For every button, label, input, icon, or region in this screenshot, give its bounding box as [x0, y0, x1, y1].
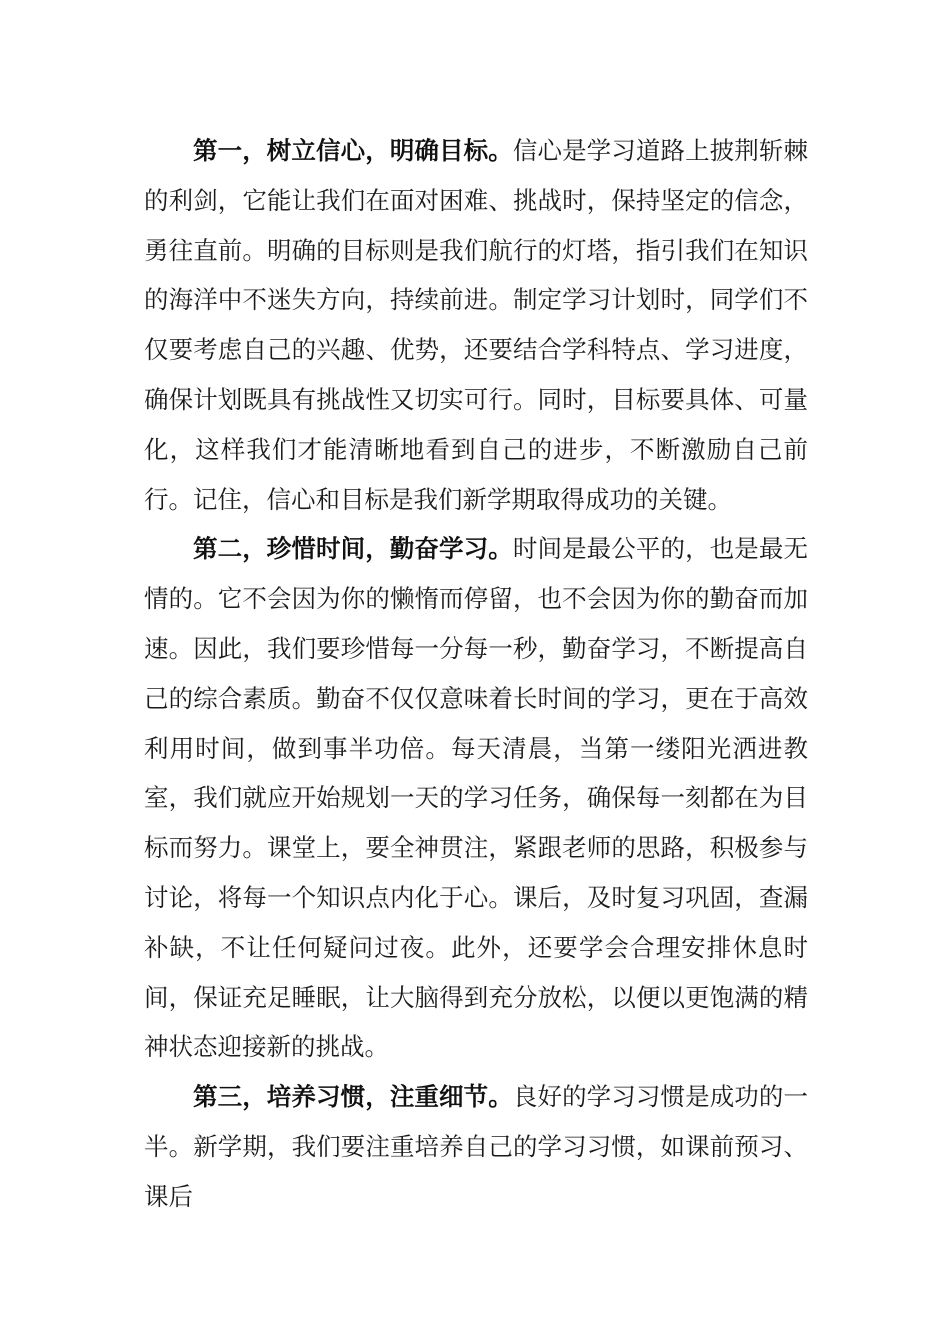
paragraph-habits-details — [144, 1072, 808, 1221]
paragraph-cherish-time — [144, 524, 808, 1072]
document-body — [144, 126, 808, 1222]
paragraph-lead: 第二，珍惜时间，勤奋学习。 — [193, 534, 513, 564]
paragraph-text: 时间是最公平的，也是最无情的。它不会因为你的懒惰而停留，也不会因为你的勤奋而加速。因此，我们要珍惜每一分每一秒，勤奋学习，不断提高自己的综合素质。勤奋不仅仅意味着长时间的学习，更在于高效利用时间，做到事半功倍。每天清晨，当第一缕阳光洒进教室，我们就应开始规划一天的学习任务，确保每一刻都在为目标而努力。课堂上，要全神贯注，紧跟老师的思路，积极参与讨论，将每一个知识点内化于心。课后，及时复习巩固，查漏补缺，不让任何疑问过夜。此外，还要学会合理安排休息时间，保证充足睡眠，让大脑得到充分放松，以便以更饱满的精神状态迎接新的挑战。 — [144, 534, 809, 1062]
paragraph-lead: 第三，培养习惯，注重细节。 — [193, 1082, 513, 1112]
paragraph-text: 信心是学习道路上披荆斩棘的利剑，它能让我们在面对困难、挑战时，保持坚定的信念，勇往直前。明确的目标则是我们航行的灯塔，指引我们在知识的海洋中不迷失方向，持续前进。制定学习计划时，同学们不仅要考虑自己的兴趣、优势，还要结合学科特点、学习进度，确保计划既具有挑战性又切实可行。同时，目标要具体、可量化，这样我们才能清晰地看到自己的进步，不断激励自己前行。记住，信心和目标是我们新学期取得成功的关键。 — [144, 136, 809, 514]
paragraph-text: 良好的学习习惯是成功的一半。新学期，我们要注重培养自己的学习习惯，如课前预习、课后 — [144, 1082, 809, 1211]
paragraph-confidence-goals — [144, 126, 808, 524]
paragraph-lead: 第一，树立信心，明确目标。 — [193, 136, 513, 165]
